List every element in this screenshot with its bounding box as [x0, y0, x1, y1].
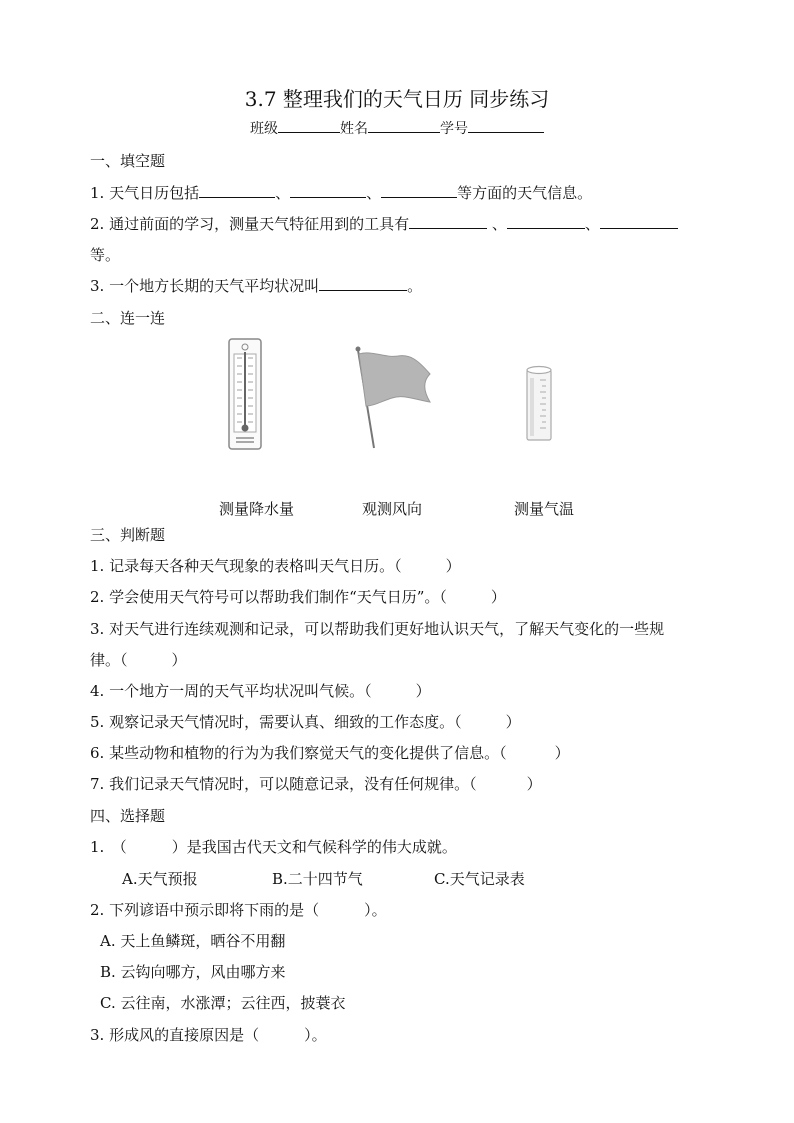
choice-q2-option-b[interactable]: B. 云钩向哪方，风由哪方来 [100, 963, 286, 981]
section-choice-heading: 四、选择题 [90, 807, 166, 825]
judge-question-3-cont [90, 650, 187, 670]
section-judge-heading: 三、判断题 [90, 526, 166, 544]
section-fill-heading: 一、填空题 [90, 152, 166, 170]
section-match-heading: 二、连一连 [90, 309, 166, 327]
judge-q6-text: 6. 某些动物和植物的行为为我们察觉天气的变化提供了信息。（ [90, 744, 507, 762]
choice-question-2: 2. 下列谚语中预示即将下雨的是（ ）。 [90, 901, 387, 919]
separator: 、 [584, 215, 600, 233]
fill-question-2 [90, 214, 678, 234]
rain-gauge-icon[interactable] [524, 364, 554, 444]
answer-blank[interactable] [319, 276, 407, 291]
fill-question-1 [90, 183, 592, 203]
choice-q1-option-c[interactable]: C.天气记录表 [434, 870, 525, 888]
judge-question-2 [90, 587, 506, 607]
fill-q1-text: 1. 天气日历包括 [90, 184, 200, 202]
separator: 、 [487, 215, 507, 233]
choice-q1-option-a[interactable]: A.天气预报 [122, 870, 198, 888]
answer-blank[interactable] [409, 214, 487, 229]
judge-question-7 [90, 774, 542, 794]
student-id-blank[interactable] [468, 118, 544, 133]
student-info-line [0, 118, 794, 138]
answer-blank[interactable] [600, 214, 678, 229]
paren-close: ） [171, 651, 187, 669]
name-blank[interactable] [368, 118, 440, 133]
paren-close: ） [490, 588, 506, 606]
page-title: 3.7 整理我们的天气日历 同步练习 [244, 87, 550, 111]
fill-question-3 [90, 276, 422, 296]
judge-question-5 [90, 712, 521, 732]
paren-close: ） [415, 682, 431, 700]
caption-measure-temperature: 测量气温 [514, 500, 575, 518]
choice-question-3: 3. 形成风的直接原因是（ ）。 [90, 1026, 327, 1044]
fill-q3-text: 3. 一个地方长期的天气平均状况叫 [90, 277, 320, 295]
choice-q2-option-c[interactable]: C. 云往南，水涨潭；云往西，披蓑衣 [100, 994, 346, 1012]
fill-q1-end: 等方面的天气信息。 [457, 184, 593, 202]
thermometer-icon[interactable] [228, 338, 262, 450]
flag-icon[interactable] [352, 344, 434, 450]
judge-q1-text: 1. 记录每天各种天气现象的表格叫天气日历。（ [90, 557, 402, 575]
answer-blank[interactable] [381, 183, 457, 198]
judge-q4-text: 4. 一个地方一周的天气平均状况叫气候。（ [90, 682, 372, 700]
paren-close: ） [505, 713, 521, 731]
judge-q7-text: 7. 我们记录天气情况时，可以随意记录，没有任何规律。（ [90, 775, 477, 793]
separator: 、 [275, 184, 291, 202]
caption-observe-wind: 观测风向 [362, 500, 423, 518]
judge-q2-text: 2. 学会使用天气符号可以帮助我们制作“天气日历”。（ [90, 588, 447, 606]
judge-question-6 [90, 743, 570, 763]
choice-q2-option-a[interactable]: A. 天上鱼鳞斑，晒谷不用翻 [100, 932, 286, 950]
fill-q3-end: 。 [407, 277, 423, 295]
fill-q2-end: 等。 [90, 246, 121, 264]
paren-close: ） [445, 557, 461, 575]
answer-blank[interactable] [199, 183, 275, 198]
separator: 、 [366, 184, 382, 202]
paren-close: ） [554, 744, 570, 762]
judge-question-3: 3. 对天气进行连续观测和记录，可以帮助我们更好地认识天气，了解天气变化的一些规 [90, 620, 665, 638]
class-blank[interactable] [278, 118, 340, 133]
answer-blank[interactable] [507, 214, 585, 229]
choice-q1-option-b[interactable]: B.二十四节气 [272, 870, 363, 888]
paren-close: ） [526, 775, 542, 793]
judge-q5-text: 5. 观察记录天气情况时，需要认真、细致的工作态度。（ [90, 713, 462, 731]
choice-question-1: 1. （ ）是我国古代天文和气候科学的伟大成就。 [90, 838, 457, 856]
caption-measure-rainfall: 测量降水量 [219, 500, 295, 518]
judge-q3-text: 律。（ [90, 651, 128, 669]
student-id-label: 学号 [440, 121, 468, 137]
class-label: 班级 [250, 121, 278, 137]
name-label: 姓名 [340, 121, 368, 137]
fill-q2-text: 2. 通过前面的学习，测量天气特征用到的工具有 [90, 215, 410, 233]
judge-question-4 [90, 681, 431, 701]
judge-question-1 [90, 556, 461, 576]
answer-blank[interactable] [290, 183, 366, 198]
